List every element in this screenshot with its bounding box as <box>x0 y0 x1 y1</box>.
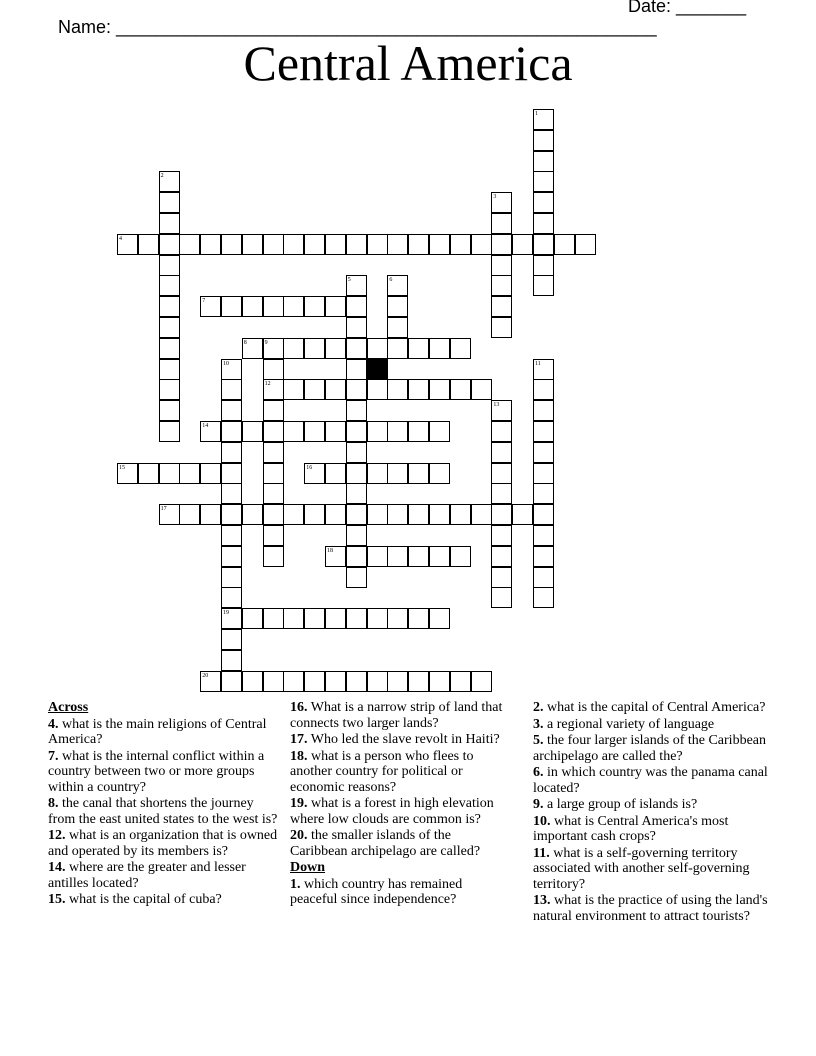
clue-number: 7 <box>202 298 206 305</box>
clue-item <box>533 814 773 845</box>
clue-number-label: 13. <box>533 893 551 908</box>
grid-cell[interactable] <box>346 442 367 463</box>
clue-number: 14 <box>202 423 209 429</box>
grid-cell[interactable] <box>283 504 304 525</box>
grid-cell[interactable] <box>159 317 180 338</box>
grid-cell[interactable] <box>325 504 346 525</box>
grid-cell[interactable] <box>533 546 554 567</box>
grid-cell[interactable] <box>221 296 242 317</box>
grid-cell[interactable] <box>242 671 263 692</box>
grid-cell[interactable] <box>387 463 408 484</box>
grid-cell[interactable] <box>346 317 367 338</box>
grid-cell[interactable] <box>533 442 554 463</box>
clue-number-label: 5. <box>533 733 544 748</box>
grid-cell[interactable] <box>408 421 429 442</box>
grid-cell[interactable] <box>200 504 221 525</box>
grid-cell[interactable] <box>159 255 180 276</box>
grid-cell[interactable] <box>533 130 554 151</box>
clue-item <box>533 797 773 813</box>
grid-cell[interactable] <box>242 296 263 317</box>
grid-cell[interactable] <box>491 546 512 567</box>
clue-number: 5 <box>347 277 351 284</box>
clue-number: 18 <box>327 547 333 554</box>
clue-text: what is the main religions of Central America? <box>48 716 267 747</box>
grid-cell[interactable] <box>367 234 388 255</box>
grid-cell[interactable] <box>367 671 388 692</box>
grid-cell[interactable] <box>471 504 492 525</box>
grid-cell[interactable] <box>533 400 554 421</box>
clue-text: what is the practice of using the land's natural environment to attract tourists? <box>533 893 768 924</box>
grid-cell[interactable] <box>367 608 388 629</box>
clue-number: 8 <box>243 339 247 346</box>
grid-cell[interactable] <box>325 338 346 359</box>
grid-cell[interactable] <box>263 400 284 421</box>
grid-cell[interactable] <box>491 213 512 234</box>
grid-cell[interactable] <box>491 587 512 608</box>
clue-item <box>533 700 773 716</box>
clue-number-label: 10. <box>533 813 551 829</box>
grid-cell[interactable] <box>159 400 180 421</box>
grid-cell[interactable] <box>429 463 450 484</box>
grid-cell[interactable] <box>450 504 471 525</box>
clue-number-label: 14. <box>48 860 66 875</box>
grid-cell[interactable] <box>138 234 159 255</box>
grid-cell[interactable] <box>533 213 554 234</box>
grid-cell[interactable] <box>429 504 450 525</box>
clue-text: the four larger islands of the Caribbean archipelago are called the? <box>533 733 767 764</box>
clue-text: what is a forest in high elevation where low clouds are common is? <box>290 796 494 827</box>
grid-cell[interactable] <box>242 234 263 255</box>
grid-cell[interactable] <box>304 379 325 400</box>
grid-cell[interactable] <box>263 442 284 463</box>
clues-column-2 <box>290 700 505 909</box>
grid-cell[interactable] <box>263 504 284 525</box>
grid-cell[interactable] <box>408 379 429 400</box>
grid-cell[interactable] <box>450 379 471 400</box>
grid-cell[interactable] <box>575 234 596 255</box>
grid-cell[interactable] <box>387 338 408 359</box>
grid-cell[interactable] <box>221 442 242 463</box>
grid-cell[interactable] <box>408 234 429 255</box>
clue-number-label: 15. <box>48 892 66 907</box>
grid-cell[interactable] <box>242 504 263 525</box>
grid-cell[interactable] <box>554 234 575 255</box>
grid-cell[interactable] <box>491 317 512 338</box>
grid-cell[interactable] <box>429 234 450 255</box>
grid-cell[interactable] <box>346 296 367 317</box>
grid-cell[interactable] <box>491 504 512 525</box>
clue-item <box>290 877 505 908</box>
grid-cell[interactable] <box>304 234 325 255</box>
grid-cell[interactable] <box>221 650 242 671</box>
grid-cell[interactable] <box>491 275 512 296</box>
clue-number: 10 <box>223 360 229 367</box>
grid-cell[interactable] <box>221 234 242 255</box>
grid-cell[interactable] <box>533 192 554 213</box>
clue-number: 1 <box>535 111 538 117</box>
grid-cell[interactable] <box>512 504 533 525</box>
clue-number: 19 <box>223 610 229 617</box>
grid-cell[interactable] <box>387 608 408 629</box>
grid-cell[interactable] <box>367 338 388 359</box>
clue-text: in which country was the panama canal located? <box>533 765 768 796</box>
clue-number-label: 3. <box>533 716 544 732</box>
clue-number-label: 19. <box>290 796 308 811</box>
grid-cell[interactable] <box>367 546 388 567</box>
grid-cell[interactable] <box>450 671 471 692</box>
grid-cell[interactable] <box>408 608 429 629</box>
grid-cell[interactable] <box>491 525 512 546</box>
clue-number: 12 <box>264 381 271 388</box>
clue-number: 17 <box>160 506 167 513</box>
grid-cell[interactable] <box>263 525 284 546</box>
grid-cell[interactable] <box>325 421 346 442</box>
clue-number-label: 17. <box>290 732 308 747</box>
grid-cell[interactable] <box>221 567 242 588</box>
clue-item <box>48 892 280 908</box>
grid-cell[interactable] <box>159 213 180 234</box>
grid-cell[interactable] <box>491 483 512 504</box>
grid-cell[interactable] <box>491 296 512 317</box>
clue-number-label: 11. <box>533 845 550 861</box>
grid-cell[interactable] <box>367 463 388 484</box>
grid-cell[interactable] <box>159 192 180 213</box>
grid-cell[interactable] <box>263 608 284 629</box>
grid-cell[interactable] <box>471 234 492 255</box>
grid-cell[interactable] <box>242 421 263 442</box>
clue-item <box>533 717 773 733</box>
clue-number: 13 <box>493 402 500 409</box>
grid-cell[interactable] <box>179 234 200 255</box>
grid-cell[interactable] <box>491 234 512 255</box>
clue-number-label: 20. <box>290 828 308 843</box>
grid-cell[interactable] <box>429 546 450 567</box>
grid-cell[interactable] <box>471 671 492 692</box>
grid-cell[interactable] <box>387 379 408 400</box>
grid-cell[interactable] <box>387 546 408 567</box>
grid-cell[interactable] <box>429 671 450 692</box>
grid-cell[interactable] <box>346 483 367 504</box>
grid-cell[interactable] <box>221 504 242 525</box>
grid-cell[interactable] <box>367 379 388 400</box>
clue-number-label: 6. <box>533 765 544 780</box>
clue-text: a large group of islands is? <box>543 797 698 812</box>
grid-cell[interactable] <box>221 525 242 546</box>
grid-cell[interactable] <box>533 463 554 484</box>
grid-cell[interactable] <box>325 296 346 317</box>
grid-cell[interactable] <box>387 504 408 525</box>
grid-cell[interactable] <box>533 234 554 255</box>
grid-cell[interactable] <box>179 504 200 525</box>
grid-cell[interactable] <box>200 234 221 255</box>
grid-cell[interactable] <box>512 234 533 255</box>
grid-cell[interactable] <box>533 421 554 442</box>
grid-cell[interactable] <box>387 317 408 338</box>
grid-cell[interactable] <box>346 338 367 359</box>
grid-cell[interactable] <box>450 338 471 359</box>
grid-cell[interactable] <box>200 463 221 484</box>
grid-cell[interactable] <box>283 608 304 629</box>
clue-number: 20 <box>202 672 209 679</box>
clue-number-label: 4. <box>48 716 59 732</box>
grid-cell[interactable] <box>221 629 242 650</box>
clue-text: what is a person who flees to another country for political or economic reasons? <box>290 748 474 795</box>
clue-text: what is a self-governing territory associated with another self-governing territory? <box>533 845 750 892</box>
clue-number-label: 12. <box>48 828 66 843</box>
clues-column-3 <box>533 700 773 925</box>
grid-cell[interactable] <box>263 234 284 255</box>
clue-number-label: 1. <box>290 876 301 892</box>
clue-item <box>48 860 280 891</box>
grid-cell[interactable] <box>346 671 367 692</box>
clue-number: 9 <box>264 339 268 346</box>
grid-cell[interactable] <box>533 525 554 546</box>
grid-cell[interactable] <box>346 359 367 380</box>
clue-item <box>533 765 773 796</box>
date-field[interactable]: Date: _______ <box>628 0 747 16</box>
clue-item <box>290 828 505 859</box>
clue-item <box>290 732 505 748</box>
grid-cell[interactable] <box>491 421 512 442</box>
grid-cell[interactable] <box>221 546 242 567</box>
grid-cell[interactable] <box>471 379 492 400</box>
grid-cell[interactable] <box>533 483 554 504</box>
grid-cell[interactable] <box>491 255 512 276</box>
grid-cell[interactable] <box>346 525 367 546</box>
grid-cell[interactable] <box>429 379 450 400</box>
grid-cell[interactable] <box>533 151 554 172</box>
grid-cell[interactable] <box>221 587 242 608</box>
grid-cell[interactable] <box>408 504 429 525</box>
clue-number-label: 16. <box>290 700 308 715</box>
clue-text: what is the capital of Central America? <box>543 700 766 715</box>
clue-number-label: 8. <box>48 796 59 811</box>
clue-heading: Across <box>48 700 89 715</box>
grid-cell[interactable] <box>159 359 180 380</box>
grid-cell[interactable] <box>304 671 325 692</box>
grid-cell[interactable] <box>159 463 180 484</box>
clue-text: a regional variety of language <box>543 716 715 732</box>
grid-cell[interactable] <box>283 379 304 400</box>
clue-number: 4 <box>119 235 122 242</box>
clue-text: Who led the slave revolt in Haiti? <box>307 732 500 747</box>
grid-cell[interactable] <box>533 567 554 588</box>
grid-cell[interactable] <box>221 379 242 400</box>
grid-cell[interactable] <box>450 234 471 255</box>
clue-number-label: 18. <box>290 748 308 764</box>
grid-cell[interactable] <box>429 421 450 442</box>
clue-text: the canal that shortens the journey from the east united states to the west is? <box>48 796 278 827</box>
clue-text: what is the capital of cuba? <box>65 892 222 907</box>
grid-cell[interactable] <box>450 546 471 567</box>
grid-cell[interactable] <box>283 234 304 255</box>
grid-cell[interactable] <box>263 463 284 484</box>
grid-cell[interactable] <box>283 671 304 692</box>
grid-cell[interactable] <box>159 421 180 442</box>
grid-cell[interactable] <box>304 421 325 442</box>
name-field[interactable]: Name: ______________________________________________________ <box>58 17 657 37</box>
grid-cell[interactable] <box>263 671 284 692</box>
grid-cell[interactable] <box>346 546 367 567</box>
clue-item <box>48 796 280 827</box>
grid-cell[interactable] <box>325 379 346 400</box>
grid-cell[interactable] <box>263 296 284 317</box>
grid-cell[interactable] <box>429 608 450 629</box>
clue-number: 3 <box>493 194 497 201</box>
grid-cell[interactable] <box>221 483 242 504</box>
grid-cell[interactable] <box>491 442 512 463</box>
clue-item <box>533 846 773 893</box>
grid-cell[interactable] <box>367 504 388 525</box>
grid-cell[interactable] <box>346 567 367 588</box>
black-cell <box>367 359 388 380</box>
grid-cell[interactable] <box>408 546 429 567</box>
clue-heading: Down <box>290 860 326 875</box>
grid-cell[interactable] <box>533 504 554 525</box>
grid-cell[interactable] <box>408 671 429 692</box>
grid-cell[interactable] <box>533 379 554 400</box>
page-title: Central America <box>243 35 573 91</box>
clue-number: 6 <box>389 277 393 284</box>
clue-item <box>48 828 280 859</box>
clue-item <box>533 893 773 924</box>
grid-cell[interactable] <box>491 463 512 484</box>
clue-text: what is Central America's most important cash crops? <box>533 813 729 844</box>
clue-text: What is a narrow strip of land that connects two larger lands? <box>290 700 503 731</box>
grid-cell[interactable] <box>387 421 408 442</box>
grid-cell[interactable] <box>221 671 242 692</box>
grid-cell[interactable] <box>387 234 408 255</box>
grid-cell[interactable] <box>159 275 180 296</box>
clue-item <box>533 733 773 764</box>
grid-cell[interactable] <box>408 338 429 359</box>
grid-cell[interactable] <box>304 608 325 629</box>
grid-cell[interactable] <box>283 338 304 359</box>
grid-cell[interactable] <box>159 338 180 359</box>
grid-cell[interactable] <box>533 275 554 296</box>
clue-number-label: 9. <box>533 797 544 812</box>
clue-number-label: 2. <box>533 700 544 715</box>
grid-cell[interactable] <box>263 421 284 442</box>
grid-cell[interactable] <box>159 296 180 317</box>
clue-item <box>48 749 280 796</box>
clue-text: which country has remained peaceful since independence? <box>290 876 463 907</box>
clue-item <box>290 749 505 796</box>
clue-text: where are the greater and lesser antilles located? <box>48 860 246 891</box>
grid-cell[interactable] <box>346 379 367 400</box>
grid-cell[interactable] <box>429 338 450 359</box>
clue-number: 2 <box>160 173 164 180</box>
grid-cell[interactable] <box>533 171 554 192</box>
grid-cell[interactable] <box>304 296 325 317</box>
grid-cell[interactable] <box>263 359 284 380</box>
clue-number-label: 7. <box>48 748 59 764</box>
grid-cell[interactable] <box>221 400 242 421</box>
grid-cell[interactable] <box>325 608 346 629</box>
grid-cell[interactable] <box>263 546 284 567</box>
clue-item <box>48 717 280 748</box>
grid-cell[interactable] <box>179 463 200 484</box>
clue-number: 15 <box>119 464 125 471</box>
grid-cell[interactable] <box>346 234 367 255</box>
grid-cell[interactable] <box>533 255 554 276</box>
clue-text: what is the internal conflict within a country between two or more groups within a country? <box>48 748 265 795</box>
grid-cell[interactable] <box>159 379 180 400</box>
grid-cell[interactable] <box>346 421 367 442</box>
grid-cell[interactable] <box>304 338 325 359</box>
clues-column-1 <box>48 700 280 909</box>
clue-item <box>290 796 505 827</box>
clue-item <box>290 700 505 731</box>
grid-cell[interactable] <box>221 421 242 442</box>
grid-cell[interactable] <box>325 463 346 484</box>
grid-cell[interactable] <box>263 483 284 504</box>
clue-number: 11 <box>535 360 541 367</box>
grid-cell[interactable] <box>325 234 346 255</box>
grid-cell[interactable] <box>346 608 367 629</box>
grid-cell[interactable] <box>533 587 554 608</box>
grid-cell[interactable] <box>283 421 304 442</box>
grid-cell[interactable] <box>242 608 263 629</box>
grid-cell[interactable] <box>346 504 367 525</box>
grid-cell[interactable] <box>159 234 180 255</box>
grid-cell[interactable] <box>283 296 304 317</box>
grid-cell[interactable] <box>304 504 325 525</box>
clue-text: the smaller islands of the Caribbean archipelago are called? <box>290 828 481 859</box>
clue-text: what is an organization that is owned and operated by its members is? <box>48 828 278 859</box>
grid-cell[interactable] <box>138 463 159 484</box>
grid-cell[interactable] <box>387 671 408 692</box>
grid-cell[interactable] <box>367 421 388 442</box>
grid-cell[interactable] <box>221 463 242 484</box>
grid-cell[interactable] <box>346 400 367 421</box>
grid-cell[interactable] <box>387 296 408 317</box>
grid-cell[interactable] <box>325 671 346 692</box>
grid-cell[interactable] <box>408 463 429 484</box>
clue-number: 16 <box>306 464 313 471</box>
grid-cell[interactable] <box>491 567 512 588</box>
grid-cell[interactable] <box>346 463 367 484</box>
